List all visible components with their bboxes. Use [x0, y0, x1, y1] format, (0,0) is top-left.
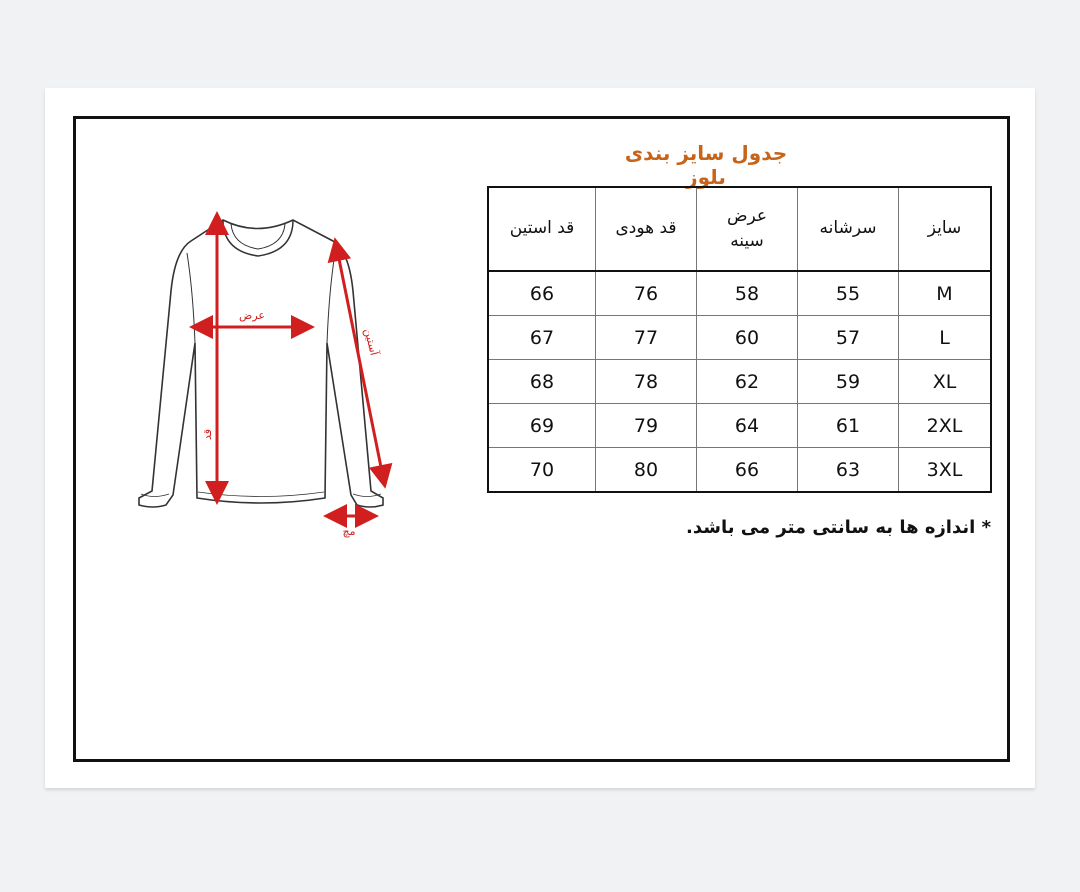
- cell-size: 2XL: [899, 404, 992, 448]
- header-hoodie-length: قد هودی: [596, 187, 697, 271]
- cell-shoulder: 61: [798, 404, 899, 448]
- header-chest-width-text: عرض سینه: [726, 205, 768, 251]
- table-row: [488, 448, 991, 493]
- cell-chest: 64: [697, 404, 798, 448]
- cell-chest: 66: [697, 448, 798, 493]
- table-row: [488, 404, 991, 448]
- cell-sleeve: 66: [488, 271, 596, 316]
- table-header-row: [488, 187, 991, 271]
- cell-size: XL: [899, 360, 992, 404]
- cuff-label: مچ: [342, 525, 356, 538]
- cell-shoulder: 55: [798, 271, 899, 316]
- cell-size: L: [899, 316, 992, 360]
- header-chest-width: [697, 187, 798, 271]
- table-row: [488, 271, 991, 316]
- cell-hoodie: 77: [596, 316, 697, 360]
- cell-size: 3XL: [899, 448, 992, 493]
- cell-shoulder: 59: [798, 360, 899, 404]
- cell-chest: 62: [697, 360, 798, 404]
- shirt-diagram: [121, 211, 451, 551]
- cell-chest: 58: [697, 271, 798, 316]
- cell-hoodie: 79: [596, 404, 697, 448]
- sleeve-label: آستین: [361, 327, 381, 357]
- chart-title: جدول سایز بندی بلوز: [624, 141, 788, 189]
- table-row: [488, 360, 991, 404]
- cell-sleeve: 69: [488, 404, 596, 448]
- table-row: [488, 316, 991, 360]
- shirt-outline: [139, 220, 383, 507]
- size-chart-frame: [73, 116, 1010, 762]
- cell-sleeve: 67: [488, 316, 596, 360]
- cell-size: M: [899, 271, 992, 316]
- cell-sleeve: 68: [488, 360, 596, 404]
- cell-hoodie: 80: [596, 448, 697, 493]
- header-shoulder: سرشانه: [798, 187, 899, 271]
- header-sleeve-length: قد استین: [488, 187, 596, 271]
- header-size: سایز: [899, 187, 992, 271]
- cell-hoodie: 78: [596, 360, 697, 404]
- document-sheet: [45, 88, 1035, 788]
- width-label: عرض: [239, 309, 265, 322]
- size-table: [487, 186, 992, 493]
- cell-hoodie: 76: [596, 271, 697, 316]
- cell-shoulder: 63: [798, 448, 899, 493]
- cell-chest: 60: [697, 316, 798, 360]
- length-label: قد: [201, 429, 214, 441]
- sleeve-arrow: [337, 249, 383, 477]
- units-note: * اندازه ها به سانتی متر می باشد.: [686, 517, 991, 538]
- cell-shoulder: 57: [798, 316, 899, 360]
- cell-sleeve: 70: [488, 448, 596, 493]
- shirt-collar: [223, 220, 293, 256]
